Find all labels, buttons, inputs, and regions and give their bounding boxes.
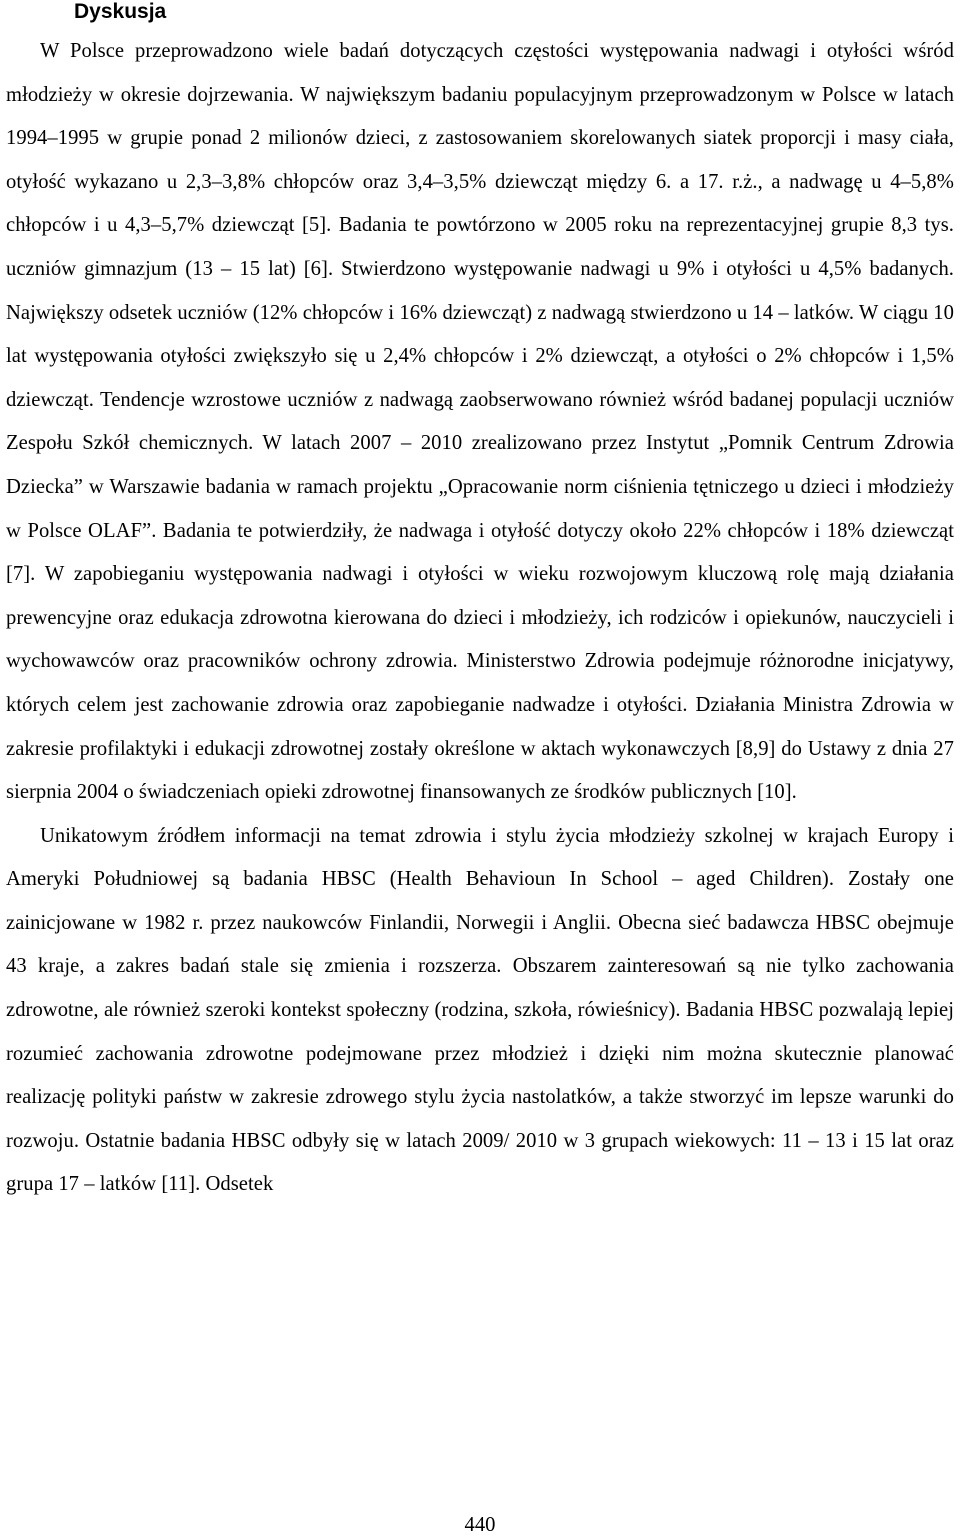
body-text [6,30,954,1207]
paragraph-overweight-studies: W Polsce przeprowadzono wiele badań dotyczących częstości występowania nadwagi i otyłości wśród młodzieży w okresie dojrzewania. W największym badaniu populacyjnym przeprowadzonym w Polsce w latach 1994–1995 w grupie ponad 2 milionów dzieci, z zastosowaniem skorelowanych siatek proporcji i masy ciała, otyłość wykazano u 2,3–3,8% chłopców oraz 3,4–3,5% dziewcząt między 6. a 17. r.ż., a nadwagę u 4–5,8% chłopców i u 4,3–5,7% dziewcząt [5]. Badania te powtórzono w 2005 roku na reprezentacyjnej grupie 8,3 tys. uczniów gimnazjum (13 – 15 lat) [6]. Stwierdzono występowanie nadwagi u 9% i otyłości u 4,5% badanych. Największy odsetek uczniów (12% chłopców i 16% dziewcząt) z nadwagą stwierdzono u 14 – latków. W ciągu 10 lat występowania otyłości zwiększyło się u 2,4% chłopców i 2% dziewcząt, a otyłości o 2% chłopców i 1,5% dziewcząt. Tendencje wzrostowe uczniów z nadwagą zaobserwowano również wśród badanej populacji uczniów Zespołu Szkół chemicznych. W latach 2007 – 2010 zrealizowano przez Instytut „Pomnik Centrum Zdrowia Dziecka” w Warszawie badania w ramach projektu „Opracowanie norm ciśnienia tętniczego u dzieci i młodzieży w Polsce OLAF”. Badania te potwierdziły, że nadwaga i otyłość dotyczy około 22% chłopców i 18% dziewcząt [7]. W zapobieganiu występowania nadwagi i otyłości w wieku rozwojowym kluczową rolę mają działania prewencyjne oraz edukacja zdrowotna kierowana do dzieci i młodzieży, ich rodziców i opiekunów, nauczycieli i wychowawców oraz pracowników ochrony zdrowia. Ministerstwo Zdrowia podejmuje różnorodne inicjatywy, których celem jest zachowanie zdrowia oraz zapobieganie nadwadze i otyłości. Działania Ministra Zdrowia w zakresie profilaktyki i edukacji zdrowotnej zostały określone w aktach wykonawczych [8,9] do Ustawy z dnia 27 sierpnia 2004 o świadczeniach opieki zdrowotnej finansowanych ze środków publicznych [10]. [6,40,954,804]
paragraph-hbsc-studies: Unikatowym źródłem informacji na temat zdrowia i stylu życia młodzieży szkolnej w krajach Europy i Ameryki Południowej są badania HBSC (Health Behavioun In School – aged Children). Zostały one zainicjowane w 1982 r. przez naukowców Finlandii, Norwegii i Anglii. Obecna sieć badawcza HBSC obejmuje 43 kraje, a zakres badań stale się zmienia i rozszerza. Obszarem zainteresowań są nie tylko zachowania zdrowotne, ale również szeroki kontekst społeczny (rodzina, szkoła, rówieśnicy). Badania HBSC pozwalają lepiej rozumieć zachowania zdrowotne podejmowane przez młodzież i dzięki nim można skutecznie planować realizację polityki państw w zakresie zdrowego stylu życia nastolatków, a także stworzyć im lepsze warunki do rozwoju. Ostatnie badania HBSC odbyły się w latach 2009/ 2010 w 3 grupach wiekowych: 11 – 13 i 15 lat oraz grupa 17 – latków [11]. Odsetek [6,824,954,1196]
section-heading: Dyskusja [74,0,167,23]
page-number: 440 [464,1514,496,1536]
